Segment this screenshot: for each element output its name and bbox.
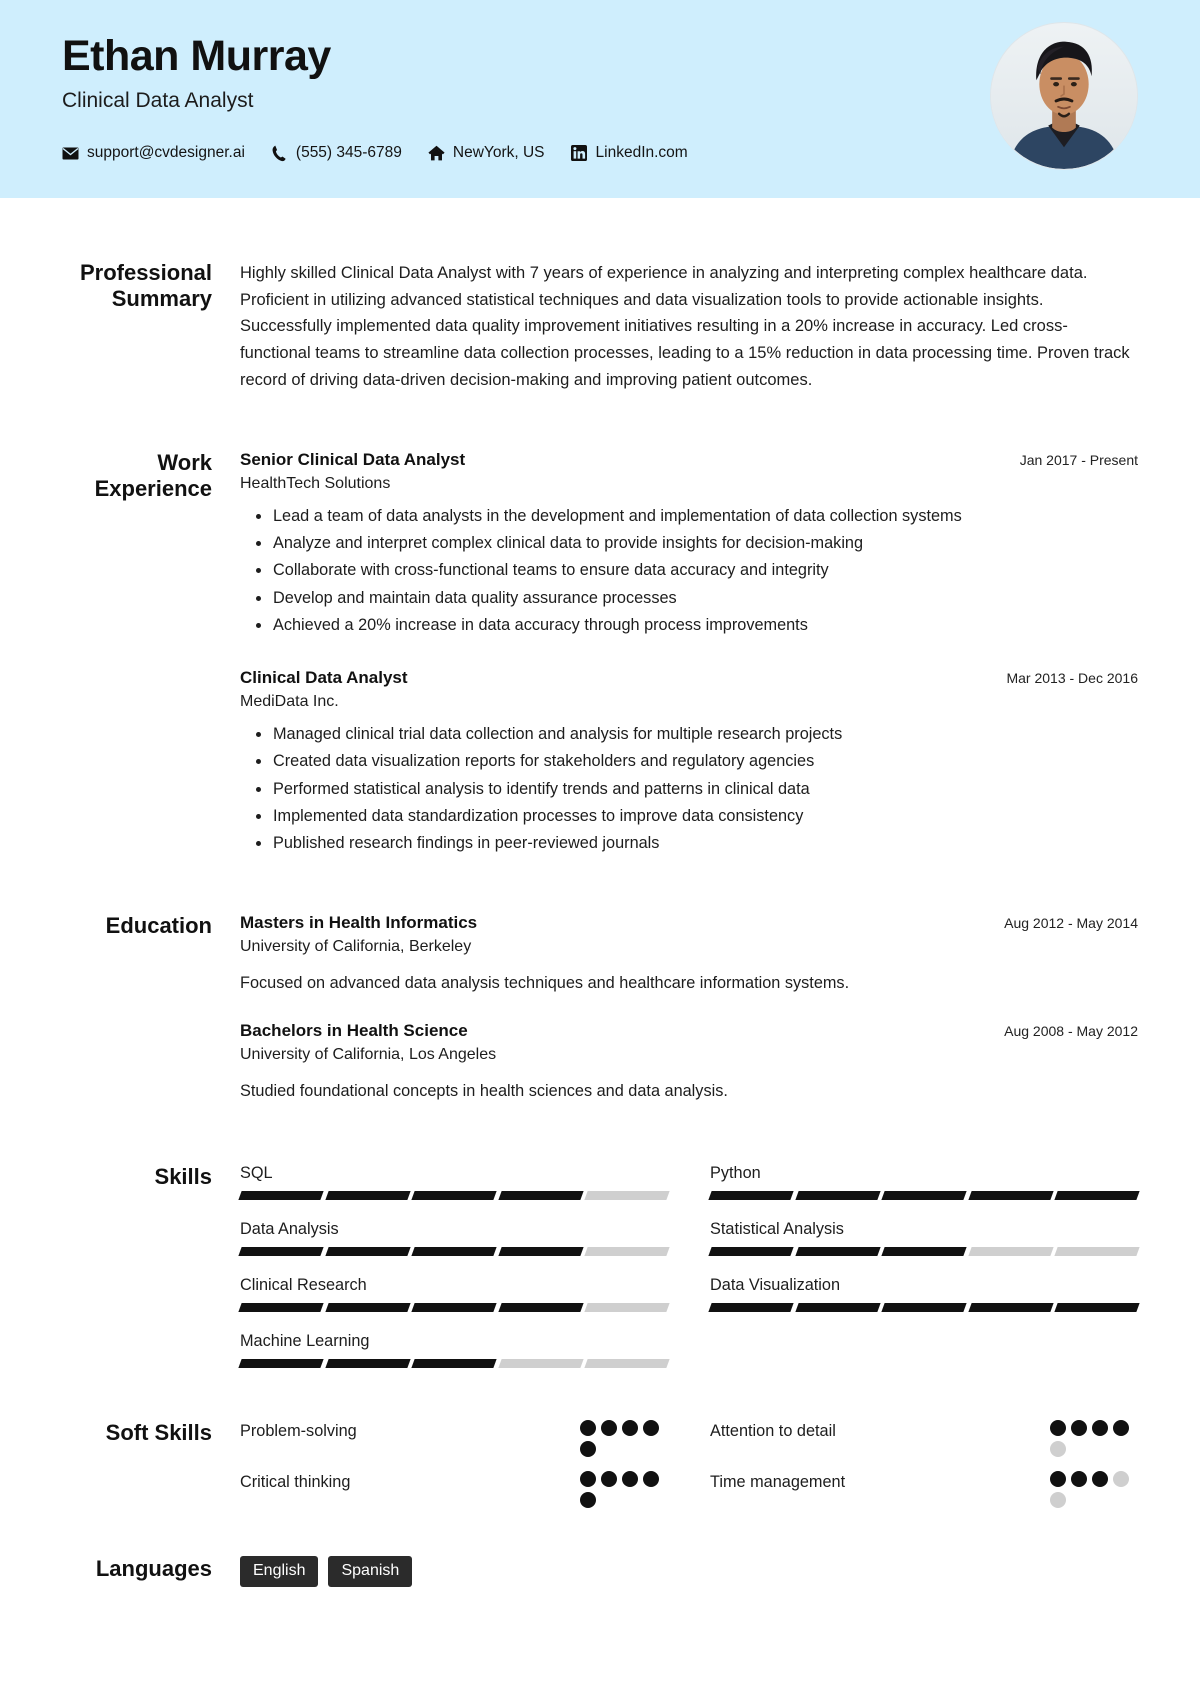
skill-bar-segment — [882, 1303, 967, 1312]
skill-bar-segment — [498, 1247, 583, 1256]
section-professional-summary — [62, 198, 1138, 394]
rating-dot — [1071, 1420, 1087, 1436]
skill-bar-segment — [238, 1191, 323, 1200]
skill-bar-segment — [498, 1303, 583, 1312]
experience-entry — [240, 450, 1138, 639]
skill-bar-segment — [238, 1359, 323, 1368]
skill-bar-segment — [882, 1191, 967, 1200]
page-title: Ethan Murray — [62, 32, 331, 80]
contact-item-phone[interactable] — [271, 144, 402, 162]
skill-bar-segment — [795, 1247, 880, 1256]
skill-level-bar — [710, 1303, 1138, 1312]
rating-dot — [580, 1492, 596, 1508]
skill-bar-segment — [585, 1359, 670, 1368]
skill-item — [710, 1276, 1138, 1312]
list-item: Performed statistical analysis to identify trends and patterns in clinical data — [240, 777, 1138, 802]
section-work-experience — [62, 394, 1138, 859]
soft-skill-rating — [1050, 1420, 1138, 1457]
rating-dot — [1050, 1471, 1066, 1487]
soft-skill-rating — [580, 1420, 668, 1457]
list-item: Collaborate with cross-functional teams to ensure data accuracy and integrity — [240, 558, 1138, 583]
entry-date: Mar 2013 - Dec 2016 — [1006, 669, 1138, 686]
rating-dot — [643, 1420, 659, 1436]
experience-entries — [240, 450, 1138, 859]
contact-item-envelope[interactable] — [62, 144, 245, 162]
summary-text: Highly skilled Clinical Data Analyst with 7 years of experience in analyzing and interpreting complex healthcare data. Proficient in utilizing advanced statistical techniques and data visualization tools to provide actionable insights. Successfully implemented data quality improvement initiatives resulting in a 20% increase in accuracy. Led cross-functional teams to streamline data collection processes, leading to a 15% reduction in data processing time. Proven track record of driving data-driven decision-making and improving patient outcomes. — [240, 264, 1130, 389]
contact-text: support@cvdesigner.ai — [87, 144, 245, 162]
skill-name: Machine Learning — [240, 1331, 370, 1350]
skill-bar-segment — [795, 1303, 880, 1312]
soft-skill-rating — [580, 1471, 668, 1508]
rating-dot — [1050, 1441, 1066, 1457]
soft-skill-name: Time management — [710, 1472, 846, 1491]
envelope-icon — [62, 145, 79, 162]
contact-item-home[interactable] — [428, 144, 545, 162]
rating-dot — [1092, 1471, 1108, 1487]
education-school: University of California, Los Angeles — [240, 1046, 497, 1064]
home-icon — [428, 145, 445, 162]
skill-bar-segment — [412, 1191, 497, 1200]
skill-bar-segment — [585, 1191, 670, 1200]
rating-dot — [1071, 1471, 1087, 1487]
list-item: Published research findings in peer-reviewed journals — [240, 831, 1138, 856]
contact-text: LinkedIn.com — [595, 144, 688, 162]
soft-skill-item — [710, 1471, 1138, 1508]
soft-skill-name: Critical thinking — [240, 1472, 351, 1491]
entry-date: Jan 2017 - Present — [1019, 451, 1138, 468]
section-education — [62, 859, 1138, 1104]
rating-dot — [601, 1420, 617, 1436]
skill-name: Python — [710, 1163, 761, 1182]
skill-item — [240, 1332, 668, 1368]
linkedin-icon — [571, 145, 588, 162]
soft-skill-item — [710, 1420, 1138, 1457]
rating-dot — [622, 1420, 638, 1436]
skill-name: Statistical Analysis — [710, 1219, 844, 1238]
entry-header — [240, 913, 1138, 933]
rating-dot — [1092, 1420, 1108, 1436]
education-entries — [240, 913, 1138, 1104]
entry-title: Senior Clinical Data Analyst — [240, 449, 466, 469]
entry-bullet-list — [240, 504, 1138, 639]
list-item: Implemented data standardization processes to improve data consistency — [240, 804, 1138, 829]
skill-item — [240, 1276, 668, 1312]
skill-bar-segment — [325, 1303, 410, 1312]
skill-bar-segment — [585, 1247, 670, 1256]
section-label-education: Education — [105, 912, 212, 938]
skill-bar-segment — [412, 1359, 497, 1368]
list-item: Created data visualization reports for stakeholders and regulatory agencies — [240, 749, 1138, 774]
entry-header — [240, 668, 1138, 688]
skill-bar-segment — [412, 1303, 497, 1312]
skill-item — [240, 1164, 668, 1200]
section-label-languages: Languages — [95, 1555, 212, 1581]
skill-bar-segment — [1055, 1247, 1140, 1256]
skill-bar-segment — [882, 1247, 967, 1256]
skill-bar-segment — [1055, 1303, 1140, 1312]
skill-name: Data Visualization — [710, 1275, 841, 1294]
resume-header — [0, 0, 1200, 198]
skill-name: SQL — [240, 1163, 273, 1182]
section-label-soft-skills: Soft Skills — [105, 1419, 212, 1445]
experience-entry — [240, 668, 1138, 857]
skill-bar-segment — [585, 1303, 670, 1312]
skill-bar-segment — [968, 1303, 1053, 1312]
skills-grid — [240, 1164, 1138, 1368]
education-description: Focused on advanced data analysis techniques and healthcare information systems. — [240, 973, 850, 992]
soft-skills-grid — [240, 1420, 1138, 1508]
entry-organization: HealthTech Solutions — [240, 474, 391, 492]
skill-bar-segment — [708, 1247, 793, 1256]
list-item: Analyze and interpret complex clinical data to provide insights for decision-making — [240, 531, 1138, 556]
rating-dot — [1113, 1420, 1129, 1436]
skill-item — [240, 1220, 668, 1256]
contact-item-linkedin[interactable] — [571, 144, 688, 162]
skill-level-bar — [240, 1303, 668, 1312]
skill-level-bar — [710, 1247, 1138, 1256]
skill-bar-segment — [708, 1303, 793, 1312]
section-label-skills: Skills — [154, 1163, 212, 1189]
languages-list — [240, 1556, 1138, 1587]
rating-dot — [643, 1471, 659, 1487]
section-label-experience: Work Experience — [94, 449, 212, 501]
soft-skill-rating — [1050, 1471, 1138, 1508]
education-description: Studied foundational concepts in health sciences and data analysis. — [240, 1082, 728, 1101]
section-skills — [62, 1104, 1138, 1368]
skill-bar-segment — [708, 1191, 793, 1200]
skill-bar-segment — [1055, 1191, 1140, 1200]
skill-item — [710, 1220, 1138, 1256]
skill-bar-segment — [325, 1191, 410, 1200]
education-degree: Bachelors in Health Science — [240, 1021, 468, 1041]
resume-body — [0, 198, 1200, 1627]
entry-header — [240, 450, 1138, 470]
skill-item — [710, 1164, 1138, 1200]
skill-bar-segment — [325, 1247, 410, 1256]
education-entry — [240, 1021, 1138, 1103]
section-languages — [62, 1508, 1138, 1627]
contact-text: NewYork, US — [452, 144, 545, 162]
skill-level-bar — [240, 1359, 668, 1368]
soft-skill-item — [240, 1420, 668, 1457]
section-label-summary: Professional Summary — [79, 260, 212, 311]
entry-header — [240, 1021, 1138, 1041]
language-tag: English — [240, 1556, 318, 1587]
soft-skill-name: Attention to detail — [710, 1421, 836, 1440]
rating-dot — [1113, 1471, 1129, 1487]
skill-level-bar — [240, 1191, 668, 1200]
entry-organization: MediData Inc. — [240, 692, 339, 710]
rating-dot — [580, 1420, 596, 1436]
skill-bar-segment — [238, 1303, 323, 1312]
avatar — [990, 22, 1138, 170]
skill-level-bar — [710, 1191, 1138, 1200]
rating-dot — [580, 1441, 596, 1457]
soft-skill-name: Problem-solving — [240, 1421, 357, 1440]
skill-bar-segment — [968, 1191, 1053, 1200]
rating-dot — [1050, 1420, 1066, 1436]
list-item: Achieved a 20% increase in data accuracy through process improvements — [240, 613, 1138, 638]
skill-bar-segment — [325, 1359, 410, 1368]
list-item: Lead a team of data analysts in the development and implementation of data collection systems — [240, 504, 1138, 529]
skill-bar-segment — [968, 1247, 1053, 1256]
skill-name: Clinical Research — [240, 1275, 367, 1294]
skill-bar-segment — [238, 1247, 323, 1256]
skill-bar-segment — [498, 1191, 583, 1200]
education-school: University of California, Berkeley — [240, 937, 472, 955]
skill-bar-segment — [498, 1359, 583, 1368]
skill-level-bar — [240, 1247, 668, 1256]
rating-dot — [622, 1471, 638, 1487]
rating-dot — [1050, 1492, 1066, 1508]
education-degree: Masters in Health Informatics — [240, 912, 478, 932]
contact-text: (555) 345-6789 — [295, 144, 402, 162]
language-tag: Spanish — [328, 1556, 412, 1587]
list-item: Develop and maintain data quality assurance processes — [240, 586, 1138, 611]
skill-bar-segment — [795, 1191, 880, 1200]
phone-icon — [271, 145, 288, 162]
education-date: Aug 2012 - May 2014 — [1004, 914, 1138, 931]
education-entry — [240, 913, 1138, 995]
entry-bullet-list — [240, 722, 1138, 857]
soft-skill-item — [240, 1471, 668, 1508]
list-item: Managed clinical trial data collection and analysis for multiple research projects — [240, 722, 1138, 747]
entry-title: Clinical Data Analyst — [240, 667, 408, 687]
section-soft-skills — [62, 1368, 1138, 1508]
job-title: Clinical Data Analyst — [62, 89, 254, 113]
education-date: Aug 2008 - May 2012 — [1004, 1023, 1138, 1040]
skill-name: Data Analysis — [240, 1219, 339, 1238]
rating-dot — [601, 1471, 617, 1487]
rating-dot — [580, 1471, 596, 1487]
skill-bar-segment — [412, 1247, 497, 1256]
